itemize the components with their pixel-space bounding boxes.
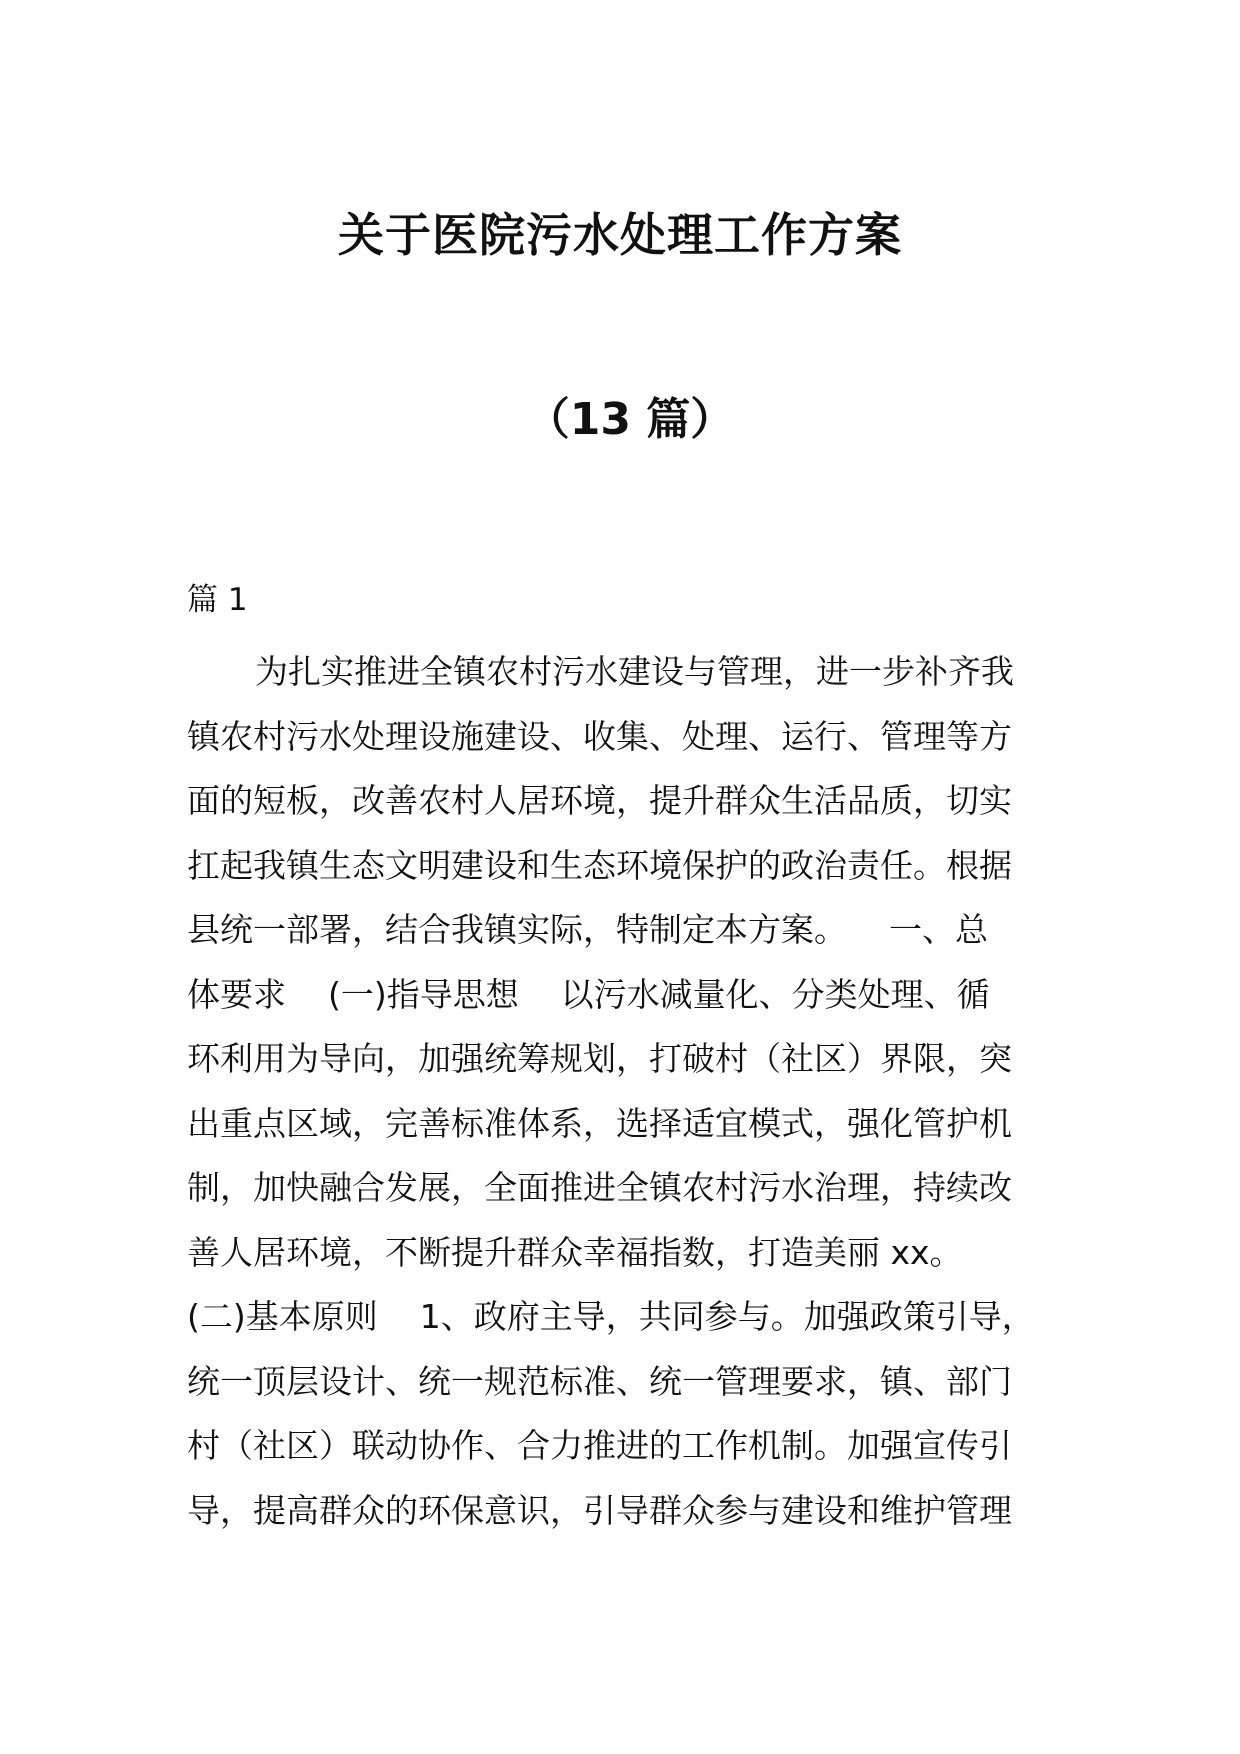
body-line: 体要求 (一)指导思想 以污水减量化、分类处理、循 [187,974,990,1014]
body-line: 县统一部署，结合我镇实际，特制定本方案。 一、总 [187,910,988,949]
body-line: 面的短板，改善农村人居环境，提升群众生活品质，切实 [187,781,1012,820]
body-line: (二)基本原则 1、政府主导，共同参与。加强政策引导， [187,1297,1035,1336]
document-title: 关于医院污水处理工作方案 [338,208,902,262]
body-line: 导，提高群众的环保意识，引导群众参与建设和维护管理 [187,1490,1012,1530]
body-line: 制，加快融合发展，全面推进全镇农村污水治理，持续改 [187,1168,1012,1207]
body-line: 出重点区域，完善标准体系，选择适宜模式，强化管护机 [187,1103,1012,1143]
document-subtitle: （13 篇） [525,394,735,445]
body-line: 镇农村污水处理设施建设、收集、处理、运行、管理等方 [187,716,1012,756]
body-line: 统一顶层设计、统一规范标准、统一管理要求，镇、部门 [187,1361,1012,1401]
body-line: 扛起我镇生态文明建设和生态环境保护的政治责任。根据 [187,845,1012,885]
body-line: 村（社区）联动协作、合力推进的工作机制。加强宣传引 [187,1426,1012,1465]
body-line: 善人居环境，不断提升群众幸福指数，打造美丽 xx。 [187,1232,963,1272]
body-text [187,640,1087,1543]
body-line: 环利用为导向，加强统筹规划，打破村（社区）界限，突 [187,1039,1012,1078]
section-label: 篇 1 [187,582,248,618]
body-line: 为扎实推进全镇农村污水建设与管理，进一步补齐我 [255,652,1014,691]
